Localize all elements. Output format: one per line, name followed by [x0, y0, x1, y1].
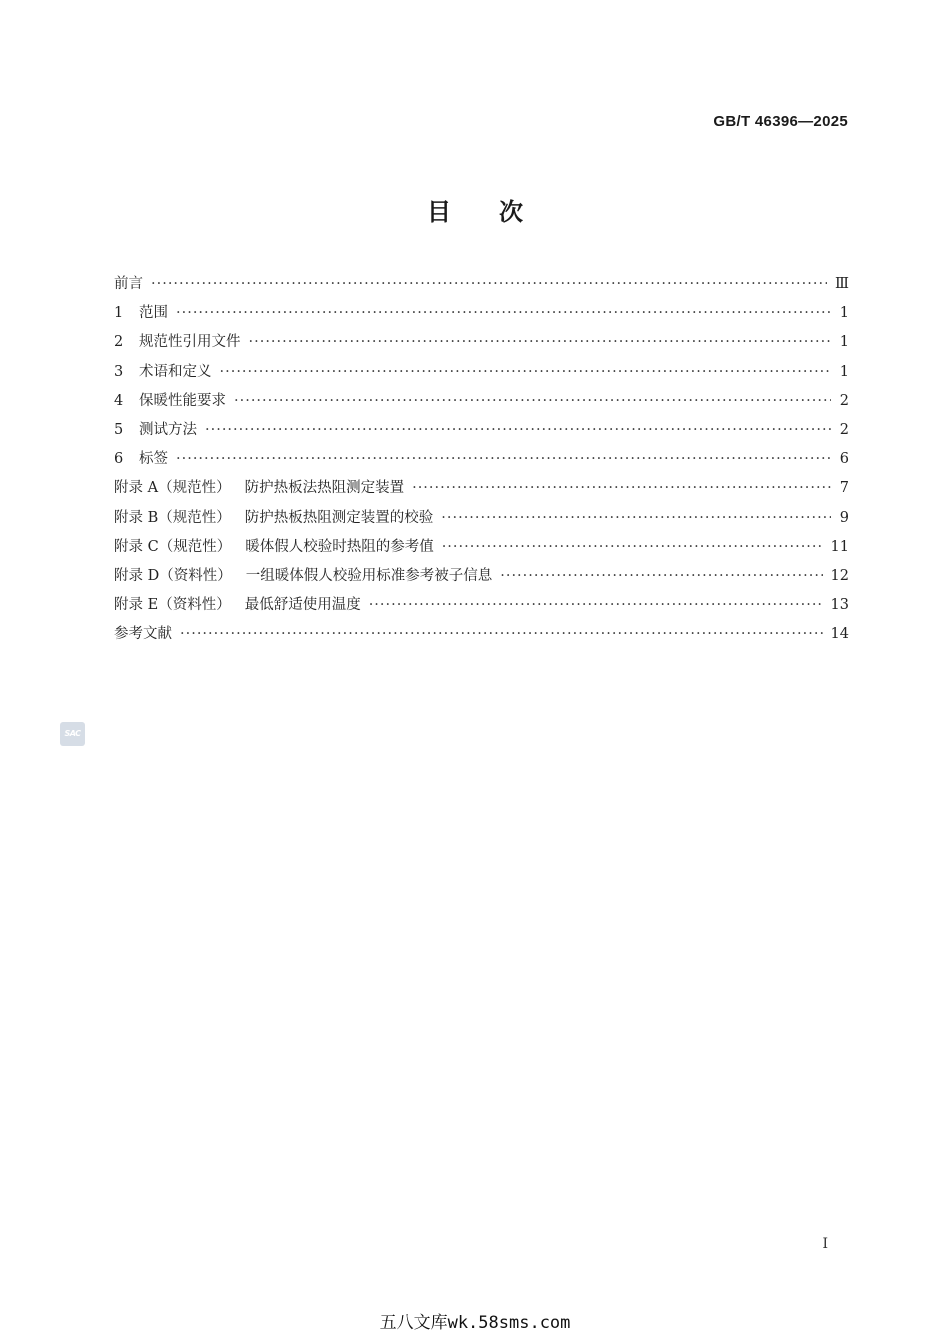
toc-entry-page: 11 [830, 538, 849, 555]
toc-entry-label: 附录 B（规范性） 防护热板热阻测定装置的校验 [114, 509, 434, 526]
toc-leader-dots [249, 328, 832, 357]
toc-entry-page: 13 [830, 597, 849, 614]
toc-leader-dots [412, 474, 831, 503]
toc-entry-label: 3 术语和定义 [114, 363, 212, 380]
table-of-contents [114, 270, 849, 649]
toc-leader-dots [176, 445, 831, 474]
toc-entry-terms-definitions[interactable] [114, 358, 849, 387]
toc-entry-annex-d[interactable] [114, 562, 849, 591]
toc-entry-bibliography[interactable] [114, 620, 849, 649]
toc-leader-dots [176, 299, 831, 328]
toc-leader-dots [151, 270, 827, 299]
toc-entry-page: 9 [839, 509, 849, 526]
toc-entry-page: 1 [839, 334, 849, 351]
toc-entry-page: 6 [839, 451, 849, 468]
footer-site-watermark: 五八文库wk.58sms.com [379, 1313, 571, 1333]
toc-entry-thermal-requirements[interactable] [114, 387, 849, 416]
toc-entry-label: 4 保暖性能要求 [114, 392, 226, 409]
toc-entry-page: 12 [830, 567, 849, 584]
toc-entry-scope[interactable] [114, 299, 849, 328]
standard-code: GB/T 46396—2025 [713, 113, 848, 130]
toc-entry-label: 附录 D（资料性） 一组暖体假人校验用标准参考被子信息 [114, 567, 493, 584]
page-number: I [822, 1236, 828, 1252]
toc-entry-labelling[interactable] [114, 445, 849, 474]
toc-entry-label: 附录 E（资料性） 最低舒适使用温度 [114, 597, 361, 614]
toc-leader-dots [205, 416, 831, 445]
toc-entry-page: 1 [839, 305, 849, 322]
toc-leader-dots [369, 591, 823, 620]
toc-entry-label: 5 测试方法 [114, 421, 197, 438]
toc-entry-test-methods[interactable] [114, 416, 849, 445]
toc-entry-page: 2 [839, 421, 849, 438]
sac-logo-icon: SAC [60, 722, 85, 746]
toc-entry-label: 附录 A（规范性） 防护热板法热阻测定装置 [114, 480, 405, 497]
toc-entry-normative-references[interactable] [114, 328, 849, 357]
toc-leader-dots [234, 387, 831, 416]
toc-entry-label: 附录 C（规范性） 暖体假人校验时热阻的参考值 [114, 538, 434, 555]
toc-entry-page: 7 [839, 480, 849, 497]
toc-entry-page: 1 [839, 363, 849, 380]
toc-entry-annex-b[interactable] [114, 504, 849, 533]
toc-leader-dots [500, 562, 822, 591]
toc-entry-annex-e[interactable] [114, 591, 849, 620]
toc-entry-foreword[interactable] [114, 270, 849, 299]
toc-entry-page: 2 [839, 392, 849, 409]
toc-entry-label: 前言 [114, 276, 143, 292]
toc-entry-label: 1 范围 [114, 305, 168, 322]
toc-leader-dots [442, 533, 823, 562]
toc-entry-page: Ⅲ [835, 276, 849, 292]
toc-leader-dots [441, 504, 831, 533]
toc-entry-label: 6 标签 [114, 451, 168, 468]
page-title: 目次 [427, 198, 571, 226]
toc-entry-page: 14 [830, 626, 849, 643]
toc-entry-annex-a[interactable] [114, 474, 849, 503]
toc-entry-label: 参考文献 [114, 626, 172, 643]
toc-leader-dots [220, 358, 832, 387]
toc-leader-dots [180, 620, 823, 649]
toc-entry-label: 2 规范性引用文件 [114, 334, 241, 351]
toc-entry-annex-c[interactable] [114, 533, 849, 562]
